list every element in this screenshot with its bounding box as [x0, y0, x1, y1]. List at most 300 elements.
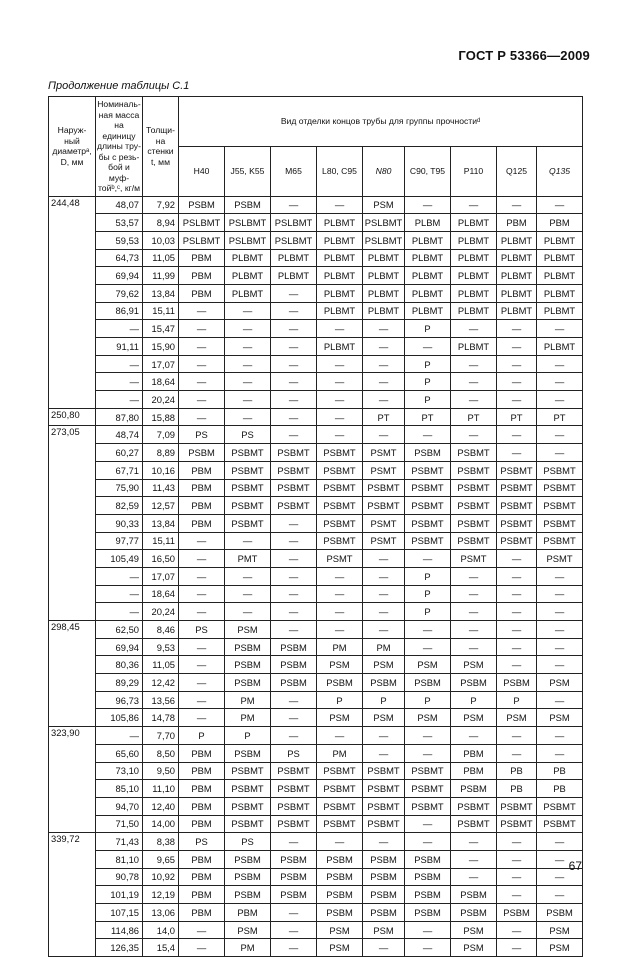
finish-cell: PLBMT	[225, 267, 271, 285]
finish-cell: —	[497, 621, 537, 639]
finish-cell: —	[363, 621, 405, 639]
finish-cell: —	[497, 426, 537, 444]
finish-cell: PBM	[179, 886, 225, 904]
finish-cell: —	[451, 868, 497, 886]
finish-cell: —	[363, 939, 405, 957]
col-header-diameter: Наруж-ный диаметрᵃ, D, мм	[49, 97, 96, 197]
finish-cell: PSBM	[497, 904, 537, 922]
finish-cell: PSLBMT	[271, 231, 317, 249]
finish-cell: —	[363, 833, 405, 851]
finish-cell: —	[537, 638, 583, 656]
finish-cell: PLBMT	[225, 249, 271, 267]
finish-cell: —	[179, 408, 225, 426]
mass-cell: 64,73	[96, 249, 143, 267]
mass-cell: 114,86	[96, 921, 143, 939]
table-row	[49, 550, 583, 568]
finish-cell: —	[317, 426, 363, 444]
wall-thickness-cell: 9,50	[143, 762, 179, 780]
finish-cell: —	[405, 338, 451, 356]
finish-cell: PSBMT	[317, 461, 363, 479]
wall-thickness-cell: 11,05	[143, 656, 179, 674]
finish-cell: —	[363, 355, 405, 373]
wall-thickness-cell: 13,06	[143, 904, 179, 922]
finish-cell: —	[271, 284, 317, 302]
finish-cell: PSBMT	[317, 497, 363, 515]
finish-cell: PSBMT	[405, 762, 451, 780]
finish-cell: PSBMT	[363, 797, 405, 815]
finish-cell: PSM	[451, 656, 497, 674]
finish-cell: PSBM	[225, 850, 271, 868]
finish-cell: —	[179, 691, 225, 709]
col-header-wall: Толщи-на стенки t, мм	[143, 97, 179, 197]
finish-cell: —	[271, 373, 317, 391]
col-header-mass: Номиналь-ная масса на единицу длины тру-бы с резь-бой и муф-тойᵇ,ᶜ, кг/м	[96, 97, 143, 197]
finish-cell: —	[405, 939, 451, 957]
finish-cell: PSBM	[363, 886, 405, 904]
grade-header: P110	[451, 146, 497, 196]
mass-cell: 87,80	[96, 408, 143, 426]
finish-cell: —	[271, 550, 317, 568]
finish-cell: PSBM	[179, 444, 225, 462]
wall-thickness-cell: 11,43	[143, 479, 179, 497]
grade-header: L80, C95	[317, 146, 363, 196]
finish-cell: —	[537, 744, 583, 762]
wall-thickness-cell: 15,47	[143, 320, 179, 338]
finish-cell: —	[405, 196, 451, 214]
finish-cell: —	[537, 426, 583, 444]
finish-cell: —	[537, 868, 583, 886]
finish-cell: PLBMT	[451, 267, 497, 285]
finish-cell: PSBMT	[405, 461, 451, 479]
finish-cell: —	[317, 320, 363, 338]
finish-cell: PSBMT	[451, 797, 497, 815]
mass-cell: 48,74	[96, 426, 143, 444]
finish-cell: PSBMT	[225, 461, 271, 479]
finish-cell: —	[271, 621, 317, 639]
finish-cell: PSBMT	[271, 461, 317, 479]
finish-cell: PSLBMT	[179, 231, 225, 249]
finish-cell: PSBMT	[225, 497, 271, 515]
finish-cell: PB	[497, 762, 537, 780]
table-row	[49, 815, 583, 833]
finish-cell: —	[271, 567, 317, 585]
table-row	[49, 797, 583, 815]
finish-cell: PBM	[537, 214, 583, 232]
grade-header: J55, K55	[225, 146, 271, 196]
wall-thickness-cell: 13,84	[143, 284, 179, 302]
finish-cell: P	[405, 585, 451, 603]
finish-cell: —	[537, 621, 583, 639]
table-row	[49, 886, 583, 904]
mass-cell: 60,27	[96, 444, 143, 462]
finish-cell: PSBM	[317, 904, 363, 922]
finish-cell: —	[497, 656, 537, 674]
finish-cell: P	[225, 727, 271, 745]
outer-diameter-cell: 273,05	[49, 426, 96, 621]
wall-thickness-cell: 8,94	[143, 214, 179, 232]
finish-cell: PSBMT	[317, 532, 363, 550]
finish-cell: —	[225, 585, 271, 603]
finish-cell: PSM	[317, 921, 363, 939]
finish-cell: —	[363, 727, 405, 745]
grade-header: H40	[179, 146, 225, 196]
finish-cell: PLBMT	[363, 249, 405, 267]
finish-cell: PBM	[179, 267, 225, 285]
mass-cell: 81,10	[96, 850, 143, 868]
table-row	[49, 338, 583, 356]
mass-cell: 91,11	[96, 338, 143, 356]
finish-cell: PSBMT	[497, 815, 537, 833]
finish-cell: PSBM	[317, 674, 363, 692]
table-row	[49, 709, 583, 727]
table-row	[49, 585, 583, 603]
finish-cell: PSMT	[363, 532, 405, 550]
finish-cell: —	[179, 373, 225, 391]
finish-cell: PSBMT	[225, 479, 271, 497]
finish-cell: —	[179, 391, 225, 409]
standard-number: ГОСТ Р 53366—2009	[458, 48, 590, 63]
finish-cell: —	[405, 638, 451, 656]
table-row	[49, 868, 583, 886]
finish-cell: PS	[225, 833, 271, 851]
finish-cell: PSBMT	[537, 815, 583, 833]
finish-cell: —	[451, 355, 497, 373]
finish-cell: PSBMT	[317, 762, 363, 780]
finish-cell: —	[225, 603, 271, 621]
finish-cell: —	[497, 744, 537, 762]
mass-cell: 105,49	[96, 550, 143, 568]
finish-cell: —	[537, 196, 583, 214]
mass-cell: —	[96, 373, 143, 391]
finish-cell: —	[317, 833, 363, 851]
finish-cell: —	[317, 621, 363, 639]
page-number: 67	[568, 859, 582, 873]
finish-cell: PSBMT	[497, 479, 537, 497]
finish-cell: PMT	[225, 550, 271, 568]
finish-cell: PSBM	[225, 196, 271, 214]
finish-cell: —	[271, 302, 317, 320]
finish-cell: —	[497, 567, 537, 585]
finish-cell: —	[225, 567, 271, 585]
grade-header: Q125	[497, 146, 537, 196]
finish-cell: PLBMT	[405, 231, 451, 249]
finish-cell: —	[497, 727, 537, 745]
mass-cell: 62,50	[96, 621, 143, 639]
table-row	[49, 267, 583, 285]
finish-cell: P	[179, 727, 225, 745]
finish-cell: —	[179, 567, 225, 585]
table-row	[49, 656, 583, 674]
finish-cell: —	[537, 850, 583, 868]
mass-cell: 69,94	[96, 638, 143, 656]
finish-cell: PSBM	[225, 868, 271, 886]
finish-cell: PLBMT	[317, 267, 363, 285]
mass-cell: 90,33	[96, 514, 143, 532]
wall-thickness-cell: 8,38	[143, 833, 179, 851]
mass-cell: 80,36	[96, 656, 143, 674]
finish-cell: PLBMT	[363, 284, 405, 302]
finish-cell: PS	[225, 426, 271, 444]
outer-diameter-cell: 250,80	[49, 408, 96, 426]
mass-cell: —	[96, 355, 143, 373]
finish-cell: PSBMT	[405, 514, 451, 532]
pipe-finish-table	[48, 96, 583, 957]
finish-cell: PSBMT	[317, 780, 363, 798]
wall-thickness-cell: 8,46	[143, 621, 179, 639]
mass-cell: 79,62	[96, 284, 143, 302]
finish-cell: —	[497, 196, 537, 214]
finish-cell: PBM	[179, 514, 225, 532]
outer-diameter-cell: 339,72	[49, 833, 96, 957]
finish-cell: PSM	[363, 196, 405, 214]
finish-cell: PSM	[537, 939, 583, 957]
finish-cell: PBM	[179, 815, 225, 833]
finish-cell: —	[271, 921, 317, 939]
finish-cell: P	[405, 567, 451, 585]
mass-cell: 94,70	[96, 797, 143, 815]
finish-cell: —	[497, 868, 537, 886]
finish-cell: —	[451, 426, 497, 444]
finish-cell: —	[225, 373, 271, 391]
wall-thickness-cell: 17,07	[143, 355, 179, 373]
finish-cell: —	[497, 320, 537, 338]
finish-cell: —	[225, 320, 271, 338]
wall-thickness-cell: 14,0	[143, 921, 179, 939]
table-row	[49, 921, 583, 939]
finish-cell: PLBMT	[537, 249, 583, 267]
finish-cell: PSM	[405, 709, 451, 727]
mass-cell: 48,07	[96, 196, 143, 214]
finish-cell: —	[179, 320, 225, 338]
finish-cell: PBM	[179, 780, 225, 798]
wall-thickness-cell: 10,92	[143, 868, 179, 886]
finish-cell: —	[537, 691, 583, 709]
mass-cell: 126,35	[96, 939, 143, 957]
finish-cell: P	[451, 691, 497, 709]
finish-cell: —	[537, 391, 583, 409]
finish-cell: —	[363, 391, 405, 409]
finish-cell: PLBMT	[317, 284, 363, 302]
table-row	[49, 320, 583, 338]
finish-cell: PBM	[179, 868, 225, 886]
finish-cell: PSMT	[451, 550, 497, 568]
wall-thickness-cell: 12,42	[143, 674, 179, 692]
finish-cell: PSBMT	[363, 479, 405, 497]
finish-cell: —	[451, 196, 497, 214]
finish-cell: PSBMT	[271, 762, 317, 780]
finish-cell: —	[179, 674, 225, 692]
finish-cell: PSBMT	[497, 461, 537, 479]
wall-thickness-cell: 17,07	[143, 567, 179, 585]
table-row	[49, 355, 583, 373]
finish-cell: —	[271, 939, 317, 957]
finish-cell: PS	[271, 744, 317, 762]
finish-cell: —	[363, 426, 405, 444]
finish-cell: —	[451, 373, 497, 391]
mass-cell: 65,60	[96, 744, 143, 762]
finish-cell: PSBMT	[451, 479, 497, 497]
finish-cell: PSLBMT	[225, 231, 271, 249]
mass-cell: —	[96, 585, 143, 603]
finish-cell: PLBMT	[363, 302, 405, 320]
finish-cell: —	[271, 603, 317, 621]
grade-header: Q135	[537, 146, 583, 196]
finish-cell: —	[317, 585, 363, 603]
finish-cell: —	[179, 302, 225, 320]
finish-cell: PB	[537, 780, 583, 798]
finish-cell: —	[271, 408, 317, 426]
finish-cell: —	[179, 709, 225, 727]
finish-cell: PSBMT	[225, 780, 271, 798]
finish-cell: PSM	[537, 674, 583, 692]
finish-cell: PSM	[363, 709, 405, 727]
finish-cell: —	[451, 833, 497, 851]
mass-cell: 101,19	[96, 886, 143, 904]
finish-cell: PM	[317, 744, 363, 762]
finish-cell: PLBMT	[537, 338, 583, 356]
finish-cell: —	[225, 408, 271, 426]
finish-cell: PLBMT	[317, 214, 363, 232]
finish-cell: PLBMT	[497, 284, 537, 302]
finish-cell: P	[405, 355, 451, 373]
wall-thickness-cell: 20,24	[143, 603, 179, 621]
mass-cell: —	[96, 603, 143, 621]
finish-cell: PBM	[497, 214, 537, 232]
finish-cell: PSBM	[363, 674, 405, 692]
wall-thickness-cell: 15,11	[143, 302, 179, 320]
finish-cell: —	[497, 550, 537, 568]
finish-cell: PBM	[451, 762, 497, 780]
finish-cell: —	[179, 939, 225, 957]
mass-cell: 96,73	[96, 691, 143, 709]
table-row	[49, 762, 583, 780]
finish-cell: PSM	[317, 939, 363, 957]
finish-cell: —	[497, 391, 537, 409]
table-row	[49, 391, 583, 409]
finish-cell: PLBMT	[497, 249, 537, 267]
wall-thickness-cell: 18,64	[143, 585, 179, 603]
finish-cell: PSM	[451, 939, 497, 957]
finish-cell: PM	[363, 638, 405, 656]
finish-cell: PLBMT	[451, 302, 497, 320]
finish-cell: —	[405, 833, 451, 851]
finish-cell: PLBMT	[451, 214, 497, 232]
finish-cell: —	[363, 585, 405, 603]
finish-cell: PSBMT	[405, 532, 451, 550]
mass-cell: 90,78	[96, 868, 143, 886]
table-row	[49, 514, 583, 532]
mass-cell: 67,71	[96, 461, 143, 479]
finish-cell: PSBMT	[363, 497, 405, 515]
finish-cell: —	[225, 338, 271, 356]
finish-cell: PSM	[497, 709, 537, 727]
finish-cell: PT	[405, 408, 451, 426]
table-row	[49, 939, 583, 957]
finish-cell: —	[497, 921, 537, 939]
finish-cell: —	[271, 532, 317, 550]
finish-cell: PSBMT	[497, 532, 537, 550]
finish-cell: PBM	[179, 461, 225, 479]
finish-cell: P	[405, 373, 451, 391]
finish-cell: —	[537, 444, 583, 462]
finish-cell: PSBM	[271, 674, 317, 692]
wall-thickness-cell: 15,90	[143, 338, 179, 356]
finish-cell: —	[451, 850, 497, 868]
mass-cell: —	[96, 567, 143, 585]
wall-thickness-cell: 7,92	[143, 196, 179, 214]
wall-thickness-cell: 15,4	[143, 939, 179, 957]
finish-cell: —	[405, 550, 451, 568]
table-row	[49, 780, 583, 798]
finish-cell: PSLBMT	[363, 214, 405, 232]
finish-cell: PSBMT	[317, 815, 363, 833]
finish-cell: PSBMT	[451, 514, 497, 532]
finish-cell: —	[363, 550, 405, 568]
table-row	[49, 727, 583, 745]
table-row	[49, 284, 583, 302]
finish-cell: PSBMT	[497, 514, 537, 532]
table-row	[49, 196, 583, 214]
table-row	[49, 214, 583, 232]
wall-thickness-cell: 7,09	[143, 426, 179, 444]
finish-cell: PSLBMT	[363, 231, 405, 249]
mass-cell: —	[96, 391, 143, 409]
finish-cell: PSBMT	[537, 479, 583, 497]
finish-cell: PSBM	[271, 886, 317, 904]
table-row	[49, 302, 583, 320]
finish-cell: PT	[497, 408, 537, 426]
finish-cell: PSBM	[271, 850, 317, 868]
finish-cell: PBM	[179, 479, 225, 497]
finish-cell: PBM	[179, 284, 225, 302]
finish-cell: —	[225, 532, 271, 550]
finish-cell: —	[271, 691, 317, 709]
finish-cell: —	[405, 727, 451, 745]
finish-cell: PLBMT	[317, 231, 363, 249]
finish-cell: —	[271, 320, 317, 338]
finish-cell: PSM	[537, 709, 583, 727]
finish-cell: PSBMT	[405, 797, 451, 815]
wall-thickness-cell: 13,56	[143, 691, 179, 709]
table-row	[49, 373, 583, 391]
finish-cell: PLBMT	[537, 302, 583, 320]
outer-diameter-cell: 298,45	[49, 621, 96, 727]
finish-cell: PSM	[363, 656, 405, 674]
finish-cell: —	[537, 355, 583, 373]
finish-cell: PSBM	[405, 444, 451, 462]
finish-cell: PLBMT	[497, 231, 537, 249]
finish-cell: P	[497, 691, 537, 709]
wall-thickness-cell: 15,88	[143, 408, 179, 426]
finish-cell: PSM	[225, 921, 271, 939]
finish-cell: —	[405, 744, 451, 762]
finish-cell: —	[451, 727, 497, 745]
wall-thickness-cell: 9,53	[143, 638, 179, 656]
finish-cell: PSBM	[271, 638, 317, 656]
finish-cell: PSBMT	[271, 797, 317, 815]
finish-cell: PSBM	[405, 868, 451, 886]
finish-cell: P	[317, 691, 363, 709]
finish-cell: PSBM	[271, 656, 317, 674]
wall-thickness-cell: 11,99	[143, 267, 179, 285]
wall-thickness-cell: 14,00	[143, 815, 179, 833]
wall-thickness-cell: 8,89	[143, 444, 179, 462]
finish-cell: PSBMT	[363, 815, 405, 833]
grade-header: M65	[271, 146, 317, 196]
finish-cell: PLBMT	[271, 249, 317, 267]
finish-cell: PSBM	[225, 656, 271, 674]
finish-cell: PSBMT	[451, 444, 497, 462]
